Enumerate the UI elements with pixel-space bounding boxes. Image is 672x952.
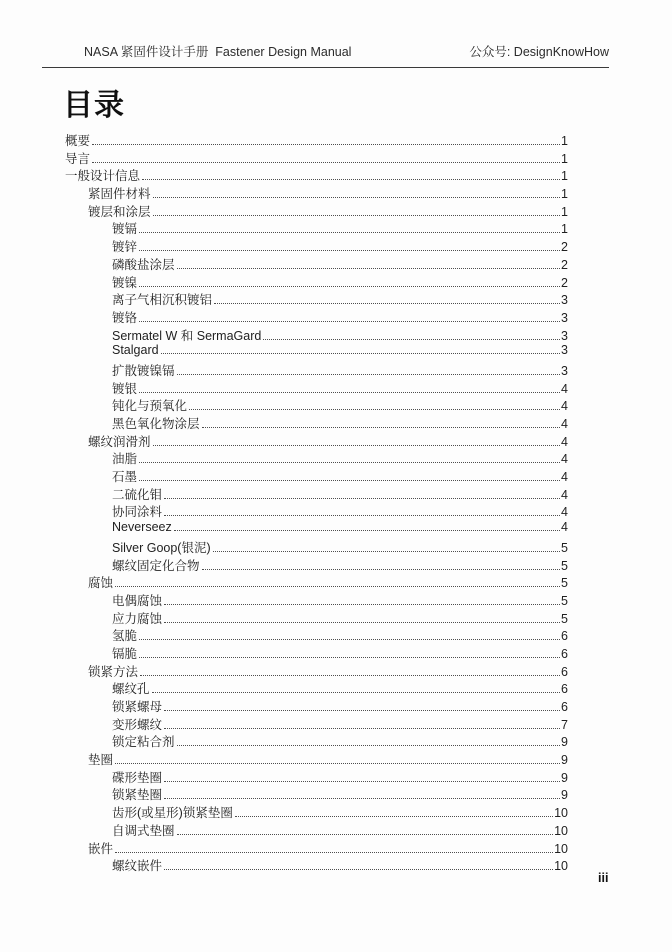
toc-entry-page: 5: [561, 593, 568, 608]
toc-entry: [65, 750, 568, 768]
toc-entry: [65, 149, 568, 167]
dotted-leader: [213, 551, 560, 552]
dotted-leader: [177, 834, 554, 835]
toc-entry: [65, 768, 568, 786]
dotted-leader: [164, 498, 560, 499]
toc-entry-page: 1: [561, 169, 568, 184]
toc-entry-page: 3: [561, 343, 568, 358]
toc-entry: [65, 219, 568, 237]
toc-entry-label: 锁紧方法: [88, 664, 139, 679]
dotted-leader: [92, 144, 560, 145]
dotted-leader: [174, 530, 560, 531]
toc-entry-label: 扩散镀镍镉: [112, 363, 175, 378]
toc-entry: [65, 202, 568, 220]
toc-entry-page: 4: [561, 470, 568, 485]
toc-entry: [65, 485, 568, 503]
toc-entry-page: 4: [561, 520, 568, 535]
toc-title: 目录: [63, 89, 125, 122]
toc-entry: [65, 591, 568, 609]
dotted-leader: [164, 710, 560, 711]
toc-entry: [65, 573, 568, 591]
toc-entry: [65, 520, 568, 538]
toc-entry: [65, 821, 568, 839]
toc-entry-label: 镀镍: [112, 275, 138, 290]
toc-entry-label: Sermatel W 和 SermaGard: [112, 328, 262, 343]
toc-entry: [65, 432, 568, 450]
toc-entry-page: 6: [561, 700, 568, 714]
toc-entry-page: 4: [561, 487, 568, 502]
toc-entry: [65, 556, 568, 574]
toc-entry-label: 嵌件: [88, 841, 114, 856]
dotted-leader: [177, 745, 561, 746]
toc-entry: [65, 255, 568, 273]
toc-entry-page: 9: [561, 753, 568, 768]
dotted-leader: [115, 852, 553, 853]
toc-entry-page: 4: [561, 399, 568, 414]
toc-entry: [65, 644, 568, 662]
toc-entry-label: 镀铬: [112, 310, 138, 325]
toc-entry: [65, 414, 568, 432]
dotted-leader: [142, 179, 560, 180]
toc-entry-label: 螺纹固定化合物: [112, 558, 200, 573]
toc-entry: [65, 166, 568, 184]
toc-entry: [65, 538, 568, 556]
toc-entry: [65, 379, 568, 397]
toc-entry-page: 10: [554, 806, 568, 821]
toc-entry-label: 镉脆: [112, 646, 138, 661]
toc-entry-page: 5: [561, 576, 568, 591]
toc-entry: [65, 273, 568, 291]
toc-entry-page: 2: [561, 257, 568, 272]
toc-entry-label: 腐蚀: [88, 576, 114, 591]
toc-entry-label: 钝化与预氧化: [112, 399, 188, 414]
toc-entry-label: 电偶腐蚀: [112, 593, 163, 608]
dotted-leader: [153, 197, 561, 198]
toc-entry-page: 4: [561, 417, 568, 431]
toc-entry: [65, 732, 568, 750]
dotted-leader: [140, 675, 560, 676]
toc-entry-page: 10: [554, 859, 568, 874]
toc-entry-label: 垫圈: [88, 753, 114, 768]
toc-entry-page: 7: [561, 717, 568, 732]
toc-entry: [65, 467, 568, 485]
toc-entry-label: 碟形垫圈: [112, 770, 163, 785]
toc-entry-page: 1: [561, 134, 568, 148]
dotted-leader: [161, 353, 560, 354]
header-account-name: 公众号: DesignKnowHow: [469, 45, 609, 59]
toc-entry: [65, 290, 568, 308]
toc-entry: [65, 679, 568, 697]
toc-entry-label: 石墨: [112, 470, 138, 485]
toc-entry-label: 一般设计信息: [65, 169, 141, 184]
dotted-leader: [139, 321, 560, 322]
toc-entry-label: 导言: [65, 151, 91, 166]
toc-entry-label: 螺纹润滑剂: [88, 434, 151, 449]
dotted-leader: [139, 286, 560, 287]
toc-entry-page: 9: [561, 788, 568, 803]
toc-entry: [65, 715, 568, 733]
dotted-leader: [115, 586, 560, 587]
dotted-leader: [235, 816, 553, 817]
toc-entry-label: 螺纹嵌件: [112, 859, 163, 874]
dotted-leader: [164, 798, 560, 799]
toc-entry-page: 5: [561, 558, 568, 573]
toc-entry-label: 镀银: [112, 381, 138, 396]
toc-entry: [65, 785, 568, 803]
dotted-leader: [115, 763, 560, 764]
toc-entry: [65, 396, 568, 414]
toc-entry-page: 1: [561, 204, 568, 219]
toc-entry-page: 2: [561, 275, 568, 290]
toc-entry-page: 9: [561, 735, 568, 750]
dotted-leader: [92, 162, 560, 163]
dotted-leader: [164, 515, 560, 516]
toc-entry-page: 3: [561, 310, 568, 325]
toc-entry: [65, 626, 568, 644]
toc-entry: [65, 609, 568, 627]
toc-entry-page: 6: [561, 629, 568, 644]
dotted-leader: [139, 657, 560, 658]
toc-entry-label: Neverseez: [112, 520, 172, 535]
dotted-leader: [139, 232, 560, 233]
dotted-leader: [153, 445, 561, 446]
toc-entry-page: 4: [561, 434, 568, 449]
dotted-leader: [177, 268, 561, 269]
toc-entry-label: 锁紧垫圈: [112, 788, 163, 803]
toc-entry: [65, 343, 568, 361]
toc-entry-label: 镀镉: [112, 222, 138, 237]
toc-entry: [65, 697, 568, 715]
dotted-leader: [164, 869, 553, 870]
toc-entry-page: 4: [561, 452, 568, 467]
toc-entry-label: 油脂: [112, 452, 138, 467]
toc-entry-page: 2: [561, 240, 568, 255]
dotted-leader: [202, 427, 561, 428]
dotted-leader: [139, 480, 560, 481]
toc-entry: [65, 662, 568, 680]
toc-entry: [65, 361, 568, 379]
toc-entry-label: 离子气相沉积镀铝: [112, 293, 213, 308]
toc-entry-label: 协同涂料: [112, 505, 163, 520]
toc-entry: [65, 326, 568, 344]
toc-entry-label: 概要: [65, 134, 91, 148]
toc-entry-page: 9: [561, 770, 568, 785]
toc-list: [65, 131, 568, 874]
toc-entry-label: 二硫化钼: [112, 487, 163, 502]
toc-entry: [65, 184, 568, 202]
dotted-leader: [139, 392, 560, 393]
toc-entry-page: 4: [561, 505, 568, 520]
header-manual-title: NASA 紧固件设计手册 Fastener Design Manual: [84, 45, 352, 59]
toc-entry-label: 黑色氧化物涂层: [112, 417, 200, 431]
toc-entry-label: 齿形(或星形)锁紧垫圈: [112, 806, 233, 821]
toc-entry-page: 3: [561, 363, 568, 378]
toc-entry: [65, 502, 568, 520]
dotted-leader: [152, 692, 561, 693]
dotted-leader: [263, 339, 560, 340]
dotted-leader: [202, 569, 561, 570]
toc-entry-page: 10: [554, 841, 568, 856]
toc-entry-page: 5: [561, 611, 568, 626]
toc-entry-page: 6: [561, 664, 568, 679]
toc-entry: [65, 237, 568, 255]
toc-entry: [65, 856, 568, 874]
toc-entry: [65, 803, 568, 821]
toc-entry-label: 镀层和涂层: [88, 204, 151, 219]
toc-entry-label: 锁紧螺母: [112, 700, 163, 714]
dotted-leader: [164, 604, 560, 605]
dotted-leader: [164, 781, 560, 782]
toc-entry-page: 4: [561, 381, 568, 396]
dotted-leader: [177, 374, 561, 375]
dotted-leader: [139, 639, 560, 640]
toc-entry: [65, 839, 568, 857]
toc-entry-page: 6: [561, 682, 568, 697]
toc-entry-page: 10: [554, 823, 568, 838]
toc-entry-label: 螺纹孔: [112, 682, 150, 697]
toc-entry: [65, 131, 568, 149]
toc-entry-label: 自调式垫圈: [112, 823, 175, 838]
toc-entry-label: 变形螺纹: [112, 717, 163, 732]
toc-entry-label: 紧固件材料: [88, 187, 151, 202]
toc-entry-label: Silver Goop(银泥): [112, 540, 211, 555]
toc-entry-page: 3: [561, 328, 568, 343]
toc-entry-label: 磷酸盐涂层: [112, 257, 175, 272]
toc-entry-label: 锁定粘合剂: [112, 735, 175, 750]
dotted-leader: [153, 215, 561, 216]
toc-entry: [65, 449, 568, 467]
toc-entry-page: 1: [561, 187, 568, 202]
toc-entry-page: 1: [561, 151, 568, 166]
dotted-leader: [139, 250, 560, 251]
dotted-leader: [164, 622, 560, 623]
toc-entry-label: Stalgard: [112, 343, 159, 358]
page-header: [42, 42, 609, 68]
page-number-folio: iii: [598, 871, 609, 885]
dotted-leader: [214, 303, 560, 304]
toc-entry: [65, 308, 568, 326]
toc-entry-page: 1: [561, 222, 568, 237]
dotted-leader: [189, 409, 560, 410]
toc-entry-page: 6: [561, 646, 568, 661]
toc-entry-label: 应力腐蚀: [112, 611, 163, 626]
dotted-leader: [139, 462, 560, 463]
toc-entry-label: 镀锌: [112, 240, 138, 255]
toc-entry-page: 5: [561, 540, 568, 555]
dotted-leader: [164, 728, 560, 729]
toc-entry-page: 3: [561, 293, 568, 308]
toc-entry-label: 氢脆: [112, 629, 138, 644]
